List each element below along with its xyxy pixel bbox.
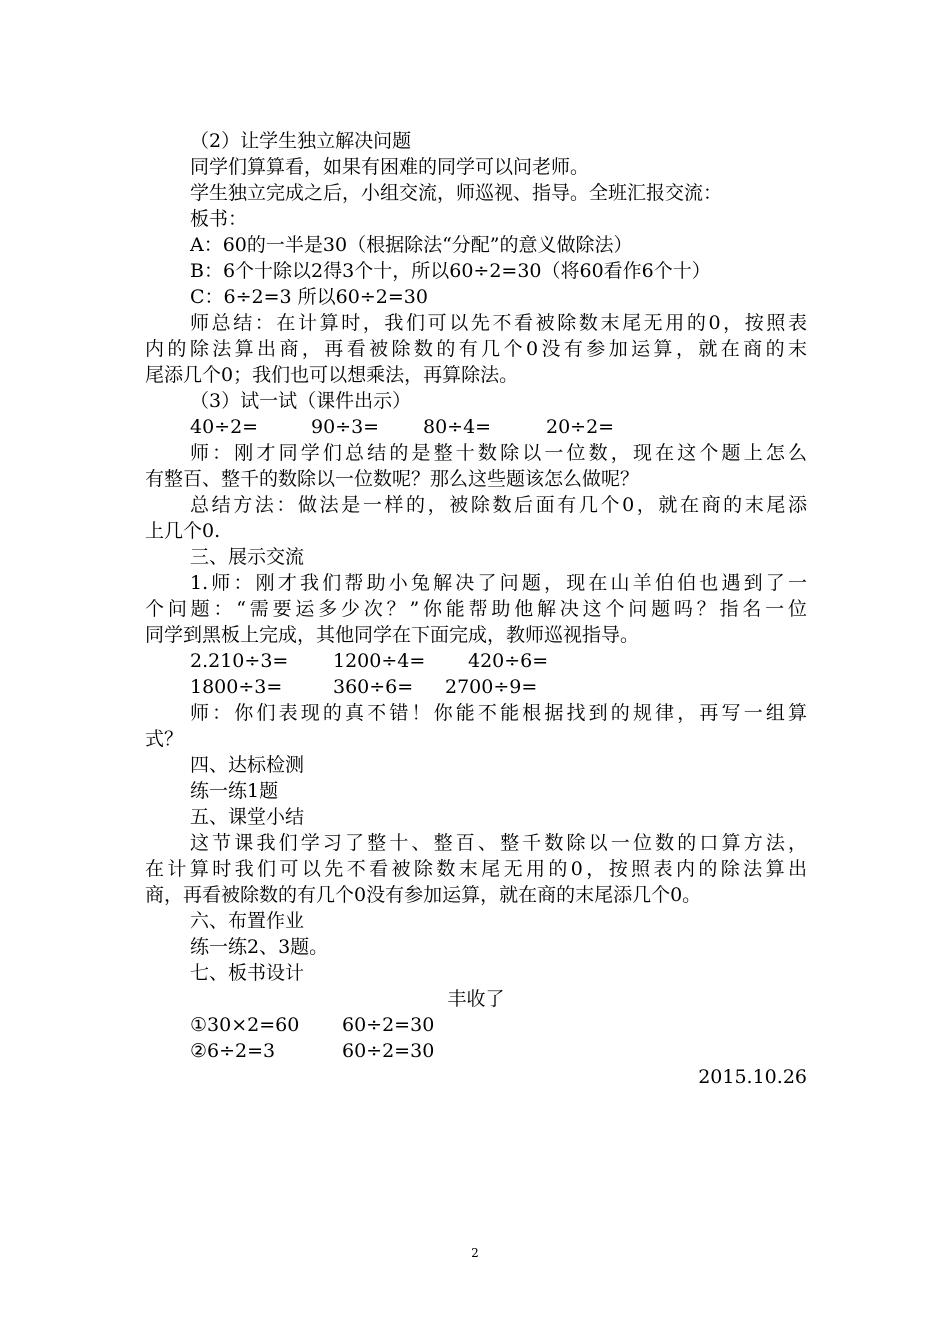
problem2-exercise: 2700÷9= — [445, 676, 538, 698]
method-a: A：60的一半是30（根据除法“分配”的意义做除法） — [190, 234, 633, 256]
problem1-line: 1.师：刚才我们帮助小兔解决了问题，现在山羊伯伯也遇到了一 — [190, 572, 807, 594]
problem1-line: 个问题：“需要运多少次？”你能帮助他解决这个问题吗？指名一位 — [145, 598, 807, 620]
problem2-exercise: 1800÷3= — [190, 676, 283, 698]
section6-body: 练一练2、3题。 — [190, 936, 329, 958]
conclusion-line: 这节课我们学习了整十、整百、整千数除以一位数的口算方法， — [190, 832, 807, 854]
board-equation: ①30×2=60 — [190, 1014, 300, 1036]
try-exercise: 90÷3= — [311, 416, 380, 438]
section7-title: 七、板书设计 — [190, 962, 305, 984]
board-label: 板书： — [190, 208, 248, 230]
board-equation: 60÷2=30 — [342, 1014, 435, 1036]
praise-line: 师：你们表现的真不错！你能不能根据找到的规律，再写一组算 — [190, 702, 807, 724]
board-equation: 60÷2=30 — [342, 1040, 435, 1062]
problem2-exercise: 420÷6= — [468, 650, 549, 672]
section3-title: 三、展示交流 — [190, 546, 305, 568]
teacher-question-line: 有整百、整千的数除以一位数呢？那么这些题该怎么做呢？ — [145, 468, 640, 490]
conclusion-line: 在计算时我们可以先不看被除数末尾无用的0，按照表内的除法算出 — [145, 858, 807, 880]
problem2-exercise: 360÷6= — [333, 676, 414, 698]
step2-intro: 同学们算算看，如果有困难的同学可以问老师。 — [190, 156, 590, 178]
try-exercise: 40÷2= — [190, 416, 259, 438]
problem2-exercise: 2.210÷3= — [190, 650, 289, 672]
section4-title: 四、达标检测 — [190, 754, 305, 776]
step3-title: （3）试一试（课件出示） — [190, 390, 412, 412]
summary-line: 内的除法算出商，再看被除数的有几个0没有参加运算，就在商的末 — [145, 338, 807, 360]
try-exercise: 80÷4= — [423, 416, 492, 438]
method-summary-line: 总结方法：做法是一样的，被除数后面有几个0，就在商的末尾添 — [190, 494, 807, 516]
praise-line: 式？ — [145, 728, 184, 750]
summary-line: 尾添几个0；我们也可以想乘法，再算除法。 — [145, 364, 519, 386]
section6-title: 六、布置作业 — [190, 910, 305, 932]
board-title: 丰收了 — [447, 988, 505, 1010]
summary-line: 师总结：在计算时，我们可以先不看被除数末尾无用的0，按照表 — [190, 312, 807, 334]
method-b: B：6个十除以2得3个十，所以60÷2=30（将60看作6个十） — [190, 260, 711, 282]
teacher-question-line: 师：刚才同学们总结的是整十数除以一位数，现在这个题上怎么 — [190, 442, 807, 464]
board-equation: ②6÷2=3 — [190, 1040, 276, 1062]
problem1-line: 同学到黑板上完成，其他同学在下面完成，教师巡视指导。 — [145, 624, 640, 646]
page-number: 2 — [471, 1246, 479, 1260]
conclusion-line: 商，再看被除数的有几个0没有参加运算，就在商的末尾添几个0。 — [145, 884, 702, 906]
section4-body: 练一练1题 — [190, 780, 279, 802]
section5-title: 五、课堂小结 — [190, 806, 305, 828]
method-c: C：6÷2=3 所以60÷2=30 — [190, 286, 428, 308]
problem2-exercise: 1200÷4= — [333, 650, 426, 672]
try-exercise: 20÷2= — [546, 416, 615, 438]
method-summary-line: 上几个0. — [145, 520, 221, 542]
step2-title: （2）让学生独立解决问题 — [190, 130, 412, 152]
document-date: 2015.10.26 — [698, 1066, 807, 1088]
step2-group: 学生独立完成之后，小组交流，师巡视、指导。全班汇报交流： — [190, 182, 723, 204]
